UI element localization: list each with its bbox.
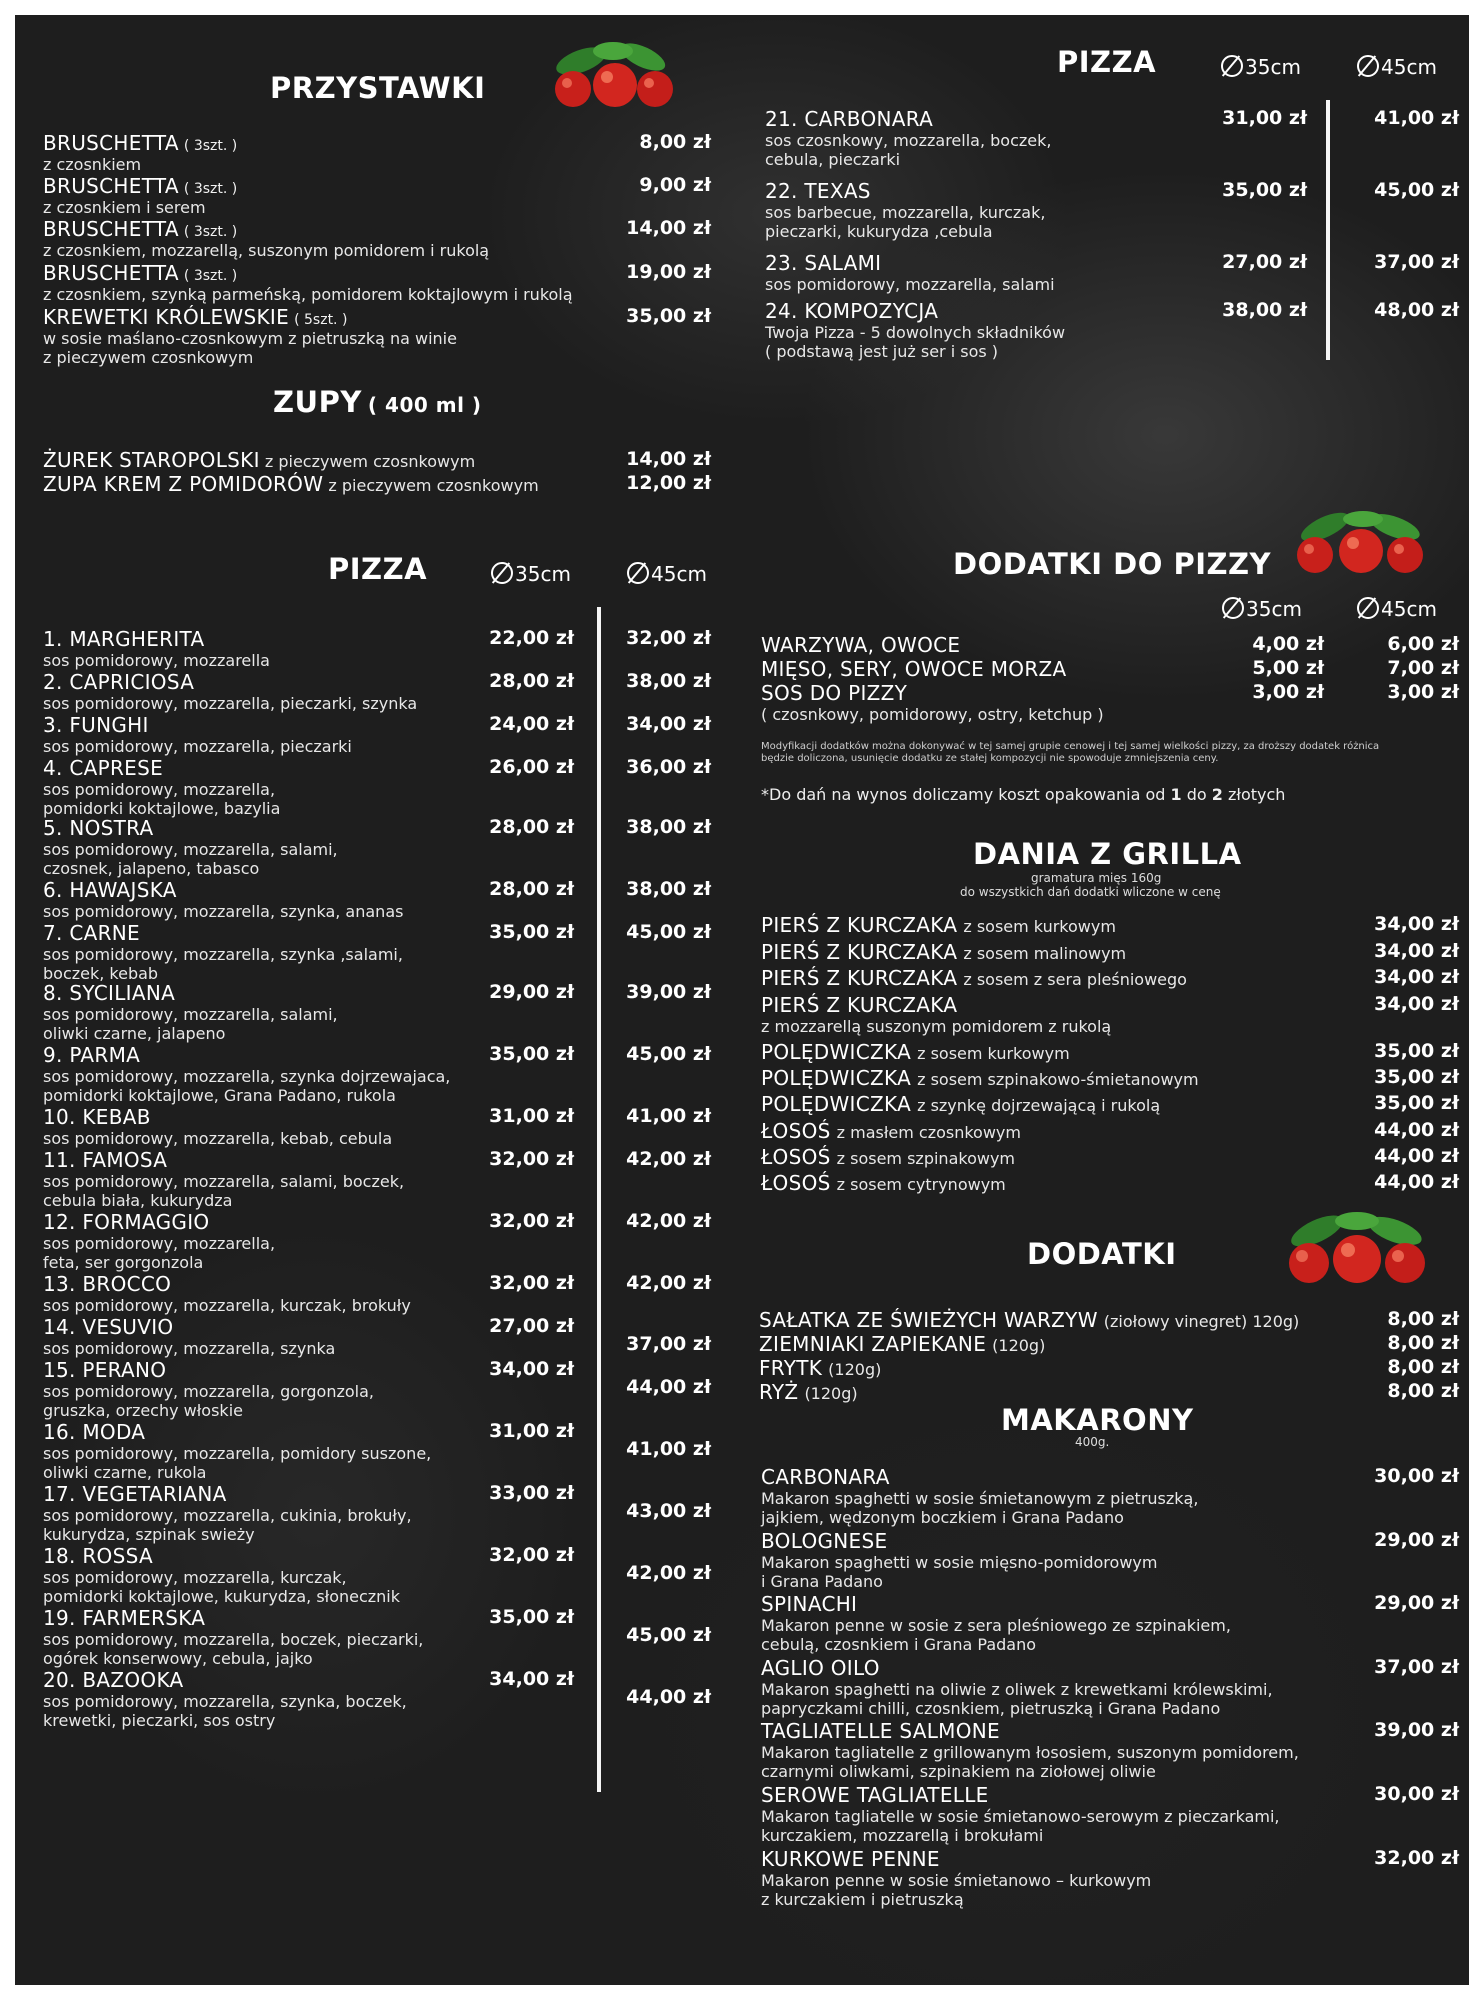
pizza-description: sos pomidorowy, mozzarella, xyxy=(43,1234,276,1253)
price: 30,00 zł xyxy=(1374,1465,1459,1487)
grill-description: z masłem czosnkowym xyxy=(836,1123,1021,1142)
price-35: 4,00 zł xyxy=(1252,633,1324,655)
price-45: 43,00 zł xyxy=(626,1500,711,1522)
grill-item xyxy=(761,1145,1015,1169)
pasta-item xyxy=(761,1783,1280,1845)
pizza-description: sos pomidorowy, mozzarella, szynka xyxy=(43,1339,336,1358)
price: 44,00 zł xyxy=(1374,1145,1459,1167)
price-35: 35,00 zł xyxy=(489,1606,574,1628)
pizza-description: Twoja Pizza - 5 dowolnych składników xyxy=(765,323,1066,342)
pizza-name: 1. MARGHERITA xyxy=(43,627,205,651)
price: 12,00 zł xyxy=(626,472,711,494)
price: 39,00 zł xyxy=(1374,1719,1459,1741)
grill-name: PIERŚ Z KURCZAKA xyxy=(761,966,958,990)
pizza-name: 21. CARBONARA xyxy=(765,107,934,131)
price-35: 5,00 zł xyxy=(1252,657,1324,679)
price-45: 44,00 zł xyxy=(626,1376,711,1398)
price-35: 31,00 zł xyxy=(489,1420,574,1442)
pasta-description: Makaron spaghetti w sosie mięsno-pomidorowym xyxy=(761,1553,1158,1572)
pizza-item xyxy=(43,1315,335,1358)
grill-description: z sosem z sera pleśniowego xyxy=(963,970,1187,989)
pasta-name: CARBONARA xyxy=(761,1465,890,1489)
price-35: 29,00 zł xyxy=(489,981,574,1003)
price-45: 34,00 zł xyxy=(626,713,711,735)
pizza-item xyxy=(43,756,280,818)
dodatki-title: DODATKI xyxy=(1027,1237,1177,1271)
diameter-icon xyxy=(627,562,649,584)
diameter-icon xyxy=(1222,597,1244,619)
price: 34,00 zł xyxy=(1374,993,1459,1015)
price: 8,00 zł xyxy=(1387,1332,1459,1354)
pizza-description: feta, ser gorgonzola xyxy=(43,1253,204,1272)
pizza-name: 19. FARMERSKA xyxy=(43,1606,206,1630)
pasta-description: i Grana Padano xyxy=(761,1572,883,1591)
list-item: KREWETKI KRÓLEWSKIE ( 5szt. ) w sosie maślano-czosnkowym z pietruszką na winie z pieczywem czosnkowym xyxy=(43,305,457,367)
pizza-item xyxy=(43,1668,407,1730)
price: 8,00 zł xyxy=(1387,1356,1459,1378)
pizza-name: 15. PERANO xyxy=(43,1358,167,1382)
price: 14,00 zł xyxy=(626,448,711,470)
price-35: 32,00 zł xyxy=(489,1148,574,1170)
grill-name: ŁOSOŚ xyxy=(761,1171,831,1195)
price-45: 38,00 zł xyxy=(626,670,711,692)
pizza-name: 12. FORMAGGIO xyxy=(43,1210,210,1234)
grill-subtitle: gramatura mięs 160g xyxy=(1031,871,1162,885)
tomato-basil-decoration xyxy=(1285,505,1435,585)
price-45: 48,00 zł xyxy=(1374,299,1459,321)
pasta-description: czarnymi oliwkami, szpinakiem na ziołowej oliwie xyxy=(761,1762,1156,1781)
pizza-description: sos pomidorowy, mozzarella, szynka dojrzewajaca, xyxy=(43,1067,451,1086)
pasta-description: Makaron spaghetti w sosie śmietanowym z pietruszką, xyxy=(761,1489,1199,1508)
pizza-description: sos pomidorowy, mozzarella, pomidory suszone, xyxy=(43,1444,432,1463)
pizza-description: sos pomidorowy, mozzarella, gorgonzola, xyxy=(43,1382,374,1401)
pizza-description: ( podstawą jest już ser i sos ) xyxy=(765,342,999,361)
pizza-description: czosnek, jalapeno, tabasco xyxy=(43,859,260,878)
price: 37,00 zł xyxy=(1374,1656,1459,1678)
side-item xyxy=(759,1308,1299,1332)
pizza-item xyxy=(43,921,403,983)
pizza-description: sos pomidorowy, mozzarella, kebab, cebula xyxy=(43,1129,393,1148)
size-45-header: 45cm xyxy=(627,562,707,586)
price-45: 37,00 zł xyxy=(1374,251,1459,273)
tomato-basil-decoration xyxy=(1277,1205,1437,1295)
price: 34,00 zł xyxy=(1374,966,1459,988)
list-item: SOS DO PIZZY ( czosnkowy, pomidorowy, ostry, ketchup ) xyxy=(761,681,1104,724)
price: 29,00 zł xyxy=(1374,1592,1459,1614)
column-divider xyxy=(597,607,601,1792)
side-name: RYŻ xyxy=(759,1380,799,1404)
grill-item xyxy=(761,940,1126,964)
pizza-name: 22. TEXAS xyxy=(765,179,871,203)
price: 30,00 zł xyxy=(1374,1783,1459,1805)
pizza-name: 7. CARNE xyxy=(43,921,140,945)
pizza-description: pomidorki koktajlowe, bazylia xyxy=(43,799,281,818)
pizza-name: 17. VEGETARIANA xyxy=(43,1482,227,1506)
pasta-name: SPINACHI xyxy=(761,1592,858,1616)
grill-description: z szynkę dojrzewającą i rukolą xyxy=(917,1096,1161,1115)
pizza-description: sos czosnkowy, mozzarella, boczek, xyxy=(765,131,1052,150)
grill-description: z mozzarellą suszonym pomidorem z rukolą xyxy=(761,1017,1112,1036)
price: 34,00 zł xyxy=(1374,940,1459,962)
size-35-header: 35cm xyxy=(1221,55,1301,79)
pizza-title: PIZZA xyxy=(1057,45,1157,79)
pizza-description: boczek, kebab xyxy=(43,964,159,983)
pizza-name: 3. FUNGHI xyxy=(43,713,149,737)
pizza-item xyxy=(765,179,1045,241)
pizza-name: 16. MODA xyxy=(43,1420,146,1444)
price-45: 41,00 zł xyxy=(626,1438,711,1460)
grill-item xyxy=(761,1171,1006,1195)
pizza-description: pieczarki, kukurydza ,cebula xyxy=(765,222,993,241)
pizza-item xyxy=(43,713,352,756)
price-35: 35,00 zł xyxy=(1222,179,1307,201)
price-35: 35,00 zł xyxy=(489,1043,574,1065)
pasta-item xyxy=(761,1656,1273,1718)
pizza-item xyxy=(43,816,338,878)
size-45-header: 45cm xyxy=(1357,597,1437,621)
grill-description: z sosem szpinakowo-śmietanowym xyxy=(917,1070,1199,1089)
pizza-description: sos pomidorowy, mozzarella, salami, xyxy=(43,840,338,859)
pizza-item xyxy=(43,627,270,670)
pizza-description: kukurydza, szpinak swieży xyxy=(43,1525,255,1544)
price: 8,00 zł xyxy=(1387,1308,1459,1330)
grill-name: PIERŚ Z KURCZAKA xyxy=(761,993,958,1017)
price-35: 24,00 zł xyxy=(489,713,574,735)
pizza-description: pomidorki koktajlowe, kukurydza, słonecznik xyxy=(43,1587,401,1606)
size-45-header: 45cm xyxy=(1357,55,1437,79)
pasta-description: Makaron tagliatelle z grillowanym łososiem, suszonym pomidorem, xyxy=(761,1743,1299,1762)
pizza-description: sos pomidorowy, mozzarella, szynka ,salami, xyxy=(43,945,403,964)
pizza-description: sos pomidorowy, mozzarella, szynka, ananas xyxy=(43,902,404,921)
pizza-name: 20. BAZOOKA xyxy=(43,1668,184,1692)
pizza-description: sos pomidorowy, mozzarella, szynka, boczek, xyxy=(43,1692,407,1711)
pasta-item xyxy=(761,1465,1198,1527)
grill-name: PIERŚ Z KURCZAKA xyxy=(761,940,958,964)
price-35: 38,00 zł xyxy=(1222,299,1307,321)
price-45: 44,00 zł xyxy=(626,1686,711,1708)
pasta-item xyxy=(761,1847,1151,1909)
pizza-description: sos barbecue, mozzarella, kurczak, xyxy=(765,203,1046,222)
price-35: 34,00 zł xyxy=(489,1668,574,1690)
grill-name: PIERŚ Z KURCZAKA xyxy=(761,913,958,937)
pizza-name: 8. SYCILIANA xyxy=(43,981,176,1005)
pizza-item xyxy=(43,1210,275,1272)
pasta-description: Makaron penne w sosie z sera pleśniowego ze szpinakiem, xyxy=(761,1616,1231,1635)
pizza-item xyxy=(43,1482,412,1544)
pizza-description: sos pomidorowy, mozzarella, boczek, pieczarki, xyxy=(43,1630,424,1649)
price-45: 45,00 zł xyxy=(626,921,711,943)
price-35: 33,00 zł xyxy=(489,1482,574,1504)
price: 29,00 zł xyxy=(1374,1529,1459,1551)
pasta-description: papryczkami chilli, czosnkiem, pietruszką i Grana Padano xyxy=(761,1699,1221,1718)
pizza-item xyxy=(765,299,1065,361)
grill-subtitle: do wszystkich dań dodatki wliczone w cenę xyxy=(960,885,1221,899)
side-item xyxy=(759,1380,858,1404)
price-35: 31,00 zł xyxy=(489,1105,574,1127)
price: 9,00 zł xyxy=(639,174,711,196)
grill-item xyxy=(761,1066,1199,1090)
side-description: (120g) xyxy=(992,1336,1046,1355)
list-item: ŻUREK STAROPOLSKI z pieczywem czosnkowym xyxy=(43,448,476,472)
price: 35,00 zł xyxy=(1374,1066,1459,1088)
price-35: 22,00 zł xyxy=(489,627,574,649)
price: 34,00 zł xyxy=(1374,913,1459,935)
pizza-name: 5. NOSTRA xyxy=(43,816,154,840)
grill-name: ŁOSOŚ xyxy=(761,1145,831,1169)
pasta-item xyxy=(761,1592,1231,1654)
list-item: BRUSCHETTA ( 3szt. ) z czosnkiem i serem xyxy=(43,174,238,217)
pizza-name: 9. PARMA xyxy=(43,1043,141,1067)
grill-name: POLĘDWICZKA xyxy=(761,1040,912,1064)
pizza-name: 18. ROSSA xyxy=(43,1544,153,1568)
pizza-item xyxy=(43,1272,411,1315)
diameter-icon xyxy=(491,562,513,584)
pizza-item xyxy=(43,1148,404,1210)
pizza-name: 4. CAPRESE xyxy=(43,756,164,780)
pizza-description: pomidorki koktajlowe, Grana Padano, rukola xyxy=(43,1086,396,1105)
przystawki-title: PRZYSTAWKI xyxy=(270,71,486,105)
grill-item xyxy=(761,913,1116,937)
pizza-item xyxy=(765,251,1055,294)
size-35-header: 35cm xyxy=(491,562,571,586)
pizza-name: 23. SALAMI xyxy=(765,251,882,275)
side-item xyxy=(759,1332,1045,1356)
pasta-description: jajkiem, wędzonym boczkiem i Grana Padano xyxy=(761,1508,1124,1527)
pizza-description: sos pomidorowy, mozzarella, cukinia, brokuły, xyxy=(43,1506,412,1525)
pizza-item xyxy=(43,670,417,713)
pizza-title: PIZZA xyxy=(328,552,428,586)
pizza-item xyxy=(43,981,338,1043)
side-item xyxy=(759,1356,881,1380)
zupy-title: ZUPY ( 400 ml ) xyxy=(273,385,482,419)
pizza-description: ogórek konserwowy, cebula, jajko xyxy=(43,1649,313,1668)
packaging-note: *Do dań na wynos doliczamy koszt opakowania od 1 do 2 złotych xyxy=(761,785,1286,804)
price-45: 41,00 zł xyxy=(1374,107,1459,129)
side-name: SAŁATKA ZE ŚWIEŻYCH WARZYW xyxy=(759,1308,1098,1332)
pasta-item xyxy=(761,1529,1157,1591)
grill-description: z sosem kurkowym xyxy=(917,1044,1070,1063)
price-45: 42,00 zł xyxy=(626,1562,711,1584)
pasta-description: kurczakiem, mozzarellą i brokułami xyxy=(761,1826,1044,1845)
grill-name: POLĘDWICZKA xyxy=(761,1092,912,1116)
diameter-icon xyxy=(1357,597,1379,619)
pasta-description: Makaron spaghetti na oliwie z oliwek z krewetkami królewskimi, xyxy=(761,1680,1273,1699)
price-45: 3,00 zł xyxy=(1387,681,1459,703)
pizza-description: sos pomidorowy, mozzarella, salami xyxy=(765,275,1055,294)
price-35: 32,00 zł xyxy=(489,1210,574,1232)
pasta-description: Makaron penne w sosie śmietanowo – kurkowym xyxy=(761,1871,1152,1890)
list-item: MIĘSO, SERY, OWOCE MORZA xyxy=(761,657,1067,681)
price-45: 36,00 zł xyxy=(626,756,711,778)
pizza-name: 14. VESUVIO xyxy=(43,1315,174,1339)
price: 44,00 zł xyxy=(1374,1171,1459,1193)
pizza-item xyxy=(765,107,1051,169)
grill-item xyxy=(761,1040,1070,1064)
price: 44,00 zł xyxy=(1374,1119,1459,1141)
pizza-description: cebula, pieczarki xyxy=(765,150,901,169)
side-name: FRYTK xyxy=(759,1356,823,1380)
diameter-icon xyxy=(1221,55,1243,77)
pizza-description: sos pomidorowy, mozzarella, kurczak, brokuły xyxy=(43,1296,411,1315)
pizza-name: 13. BROCCO xyxy=(43,1272,172,1296)
makarony-subtitle: 400g. xyxy=(1075,1435,1110,1449)
side-description: (ziołowy vinegret) 120g) xyxy=(1103,1312,1300,1331)
pizza-item xyxy=(43,1606,423,1668)
pizza-description: krewetki, pieczarki, sos ostry xyxy=(43,1711,276,1730)
pasta-description: cebulą, czosnkiem i Grana Padano xyxy=(761,1635,1037,1654)
grill-item xyxy=(761,1119,1021,1143)
price-45: 42,00 zł xyxy=(626,1210,711,1232)
price-35: 34,00 zł xyxy=(489,1358,574,1380)
dodatki-do-pizzy-title: DODATKI DO PIZZY xyxy=(953,547,1272,581)
list-item: BRUSCHETTA ( 3szt. ) z czosnkiem, szynką parmeńską, pomidorem koktajlowym i rukolą xyxy=(43,261,573,304)
pizza-description: sos pomidorowy, mozzarella, salami, xyxy=(43,1005,338,1024)
price-45: 38,00 zł xyxy=(626,878,711,900)
modification-note: Modyfikacji dodatków można dokonywać w tej samej grupie cenowej i tej samej wielkości pizzy, za droższy dodatek różnica będzie doliczona, usunięcie dodatku ze stałej kompozycji nie spowoduje zmniejszenia ceny. xyxy=(761,741,1380,764)
pizza-name: 11. FAMOSA xyxy=(43,1148,168,1172)
grill-description: z sosem szpinakowym xyxy=(836,1149,1015,1168)
pizza-description: gruszka, orzechy włoskie xyxy=(43,1401,243,1420)
list-item: WARZYWA, OWOCE xyxy=(761,633,961,657)
price-35: 26,00 zł xyxy=(489,756,574,778)
price-45: 45,00 zł xyxy=(1374,179,1459,201)
price-35: 31,00 zł xyxy=(1222,107,1307,129)
pasta-name: TAGLIATELLE SALMONE xyxy=(761,1719,1000,1743)
side-description: (120g) xyxy=(828,1360,882,1379)
pasta-name: AGLIO OILO xyxy=(761,1656,880,1680)
pizza-description: oliwki czarne, rukola xyxy=(43,1463,207,1482)
price-35: 32,00 zł xyxy=(489,1272,574,1294)
size-35-header: 35cm xyxy=(1222,597,1302,621)
pasta-description: z kurczakiem i pietruszką xyxy=(761,1890,964,1909)
grill-description: z sosem cytrynowym xyxy=(836,1175,1006,1194)
price-35: 28,00 zł xyxy=(489,670,574,692)
pasta-item xyxy=(761,1719,1299,1781)
pizza-description: sos pomidorowy, mozzarella, pieczarki, szynka xyxy=(43,694,418,713)
price-35: 28,00 zł xyxy=(489,878,574,900)
pizza-item xyxy=(43,1420,431,1482)
pizza-item xyxy=(43,878,403,921)
diameter-icon xyxy=(1357,55,1379,77)
price-35: 27,00 zł xyxy=(489,1315,574,1337)
price-35: 28,00 zł xyxy=(489,816,574,838)
price-45: 41,00 zł xyxy=(626,1105,711,1127)
list-item: BRUSCHETTA ( 3szt. ) z czosnkiem, mozzarellą, suszonym pomidorem i rukolą xyxy=(43,217,490,260)
price-45: 32,00 zł xyxy=(626,627,711,649)
pasta-name: KURKOWE PENNE xyxy=(761,1847,940,1871)
pizza-item xyxy=(43,1043,450,1105)
price-45: 42,00 zł xyxy=(626,1148,711,1170)
price-35: 32,00 zł xyxy=(489,1544,574,1566)
price: 32,00 zł xyxy=(1374,1847,1459,1869)
price: 8,00 zł xyxy=(1387,1380,1459,1402)
pasta-name: BOLOGNESE xyxy=(761,1529,888,1553)
price-45: 38,00 zł xyxy=(626,816,711,838)
price-45: 42,00 zł xyxy=(626,1272,711,1294)
grill-item xyxy=(761,966,1187,990)
pizza-description: oliwki czarne, jalapeno xyxy=(43,1024,226,1043)
grill-description: z sosem kurkowym xyxy=(963,917,1116,936)
pizza-name: 2. CAPRICIOSA xyxy=(43,670,195,694)
price-45: 45,00 zł xyxy=(626,1043,711,1065)
list-item: ZUPA KREM Z POMIDORÓW z pieczywem czosnkowym xyxy=(43,472,539,496)
price-35: 35,00 zł xyxy=(489,921,574,943)
list-item: BRUSCHETTA ( 3szt. ) z czosnkiem xyxy=(43,131,238,174)
pizza-description: sos pomidorowy, mozzarella xyxy=(43,651,270,670)
grill-title: DANIA Z GRILLA xyxy=(973,837,1242,871)
price-45: 39,00 zł xyxy=(626,981,711,1003)
pizza-name: 6. HAWAJSKA xyxy=(43,878,177,902)
price-45: 6,00 zł xyxy=(1387,633,1459,655)
grill-description: z sosem malinowym xyxy=(963,944,1127,963)
pizza-item xyxy=(43,1544,400,1606)
price-45: 37,00 zł xyxy=(626,1333,711,1355)
makarony-title: MAKARONY xyxy=(1001,1403,1194,1437)
pizza-description: sos pomidorowy, mozzarella, salami, boczek, xyxy=(43,1172,405,1191)
pizza-description: sos pomidorowy, mozzarella, xyxy=(43,780,276,799)
grill-name: POLĘDWICZKA xyxy=(761,1066,912,1090)
price: 8,00 zł xyxy=(639,131,711,153)
pasta-name: SEROWE TAGLIATELLE xyxy=(761,1783,989,1807)
grill-item xyxy=(761,1092,1160,1116)
pizza-description: sos pomidorowy, mozzarella, kurczak, xyxy=(43,1568,347,1587)
menu-board xyxy=(15,15,1469,1985)
pizza-name: 24. KOMPOZYCJA xyxy=(765,299,939,323)
grill-item xyxy=(761,993,1111,1036)
tomato-basil-decoration xyxy=(543,37,683,117)
pizza-name: 10. KEBAB xyxy=(43,1105,151,1129)
pizza-description: cebula biała, kukurydza xyxy=(43,1191,233,1210)
pizza-item xyxy=(43,1358,374,1420)
pasta-description: Makaron tagliatelle w sosie śmietanowo-serowym z pieczarkami, xyxy=(761,1807,1280,1826)
column-divider xyxy=(1326,100,1330,360)
grill-name: ŁOSOŚ xyxy=(761,1119,831,1143)
price: 35,00 zł xyxy=(1374,1092,1459,1114)
price: 35,00 zł xyxy=(626,305,711,327)
price: 19,00 zł xyxy=(626,261,711,283)
side-name: ZIEMNIAKI ZAPIEKANE xyxy=(759,1332,987,1356)
pizza-description: sos pomidorowy, mozzarella, pieczarki xyxy=(43,737,352,756)
price-45: 45,00 zł xyxy=(626,1624,711,1646)
price-35: 3,00 zł xyxy=(1252,681,1324,703)
price: 35,00 zł xyxy=(1374,1040,1459,1062)
pizza-item xyxy=(43,1105,392,1148)
price-35: 27,00 zł xyxy=(1222,251,1307,273)
side-description: (120g) xyxy=(804,1384,858,1403)
price-45: 7,00 zł xyxy=(1387,657,1459,679)
price: 14,00 zł xyxy=(626,217,711,239)
